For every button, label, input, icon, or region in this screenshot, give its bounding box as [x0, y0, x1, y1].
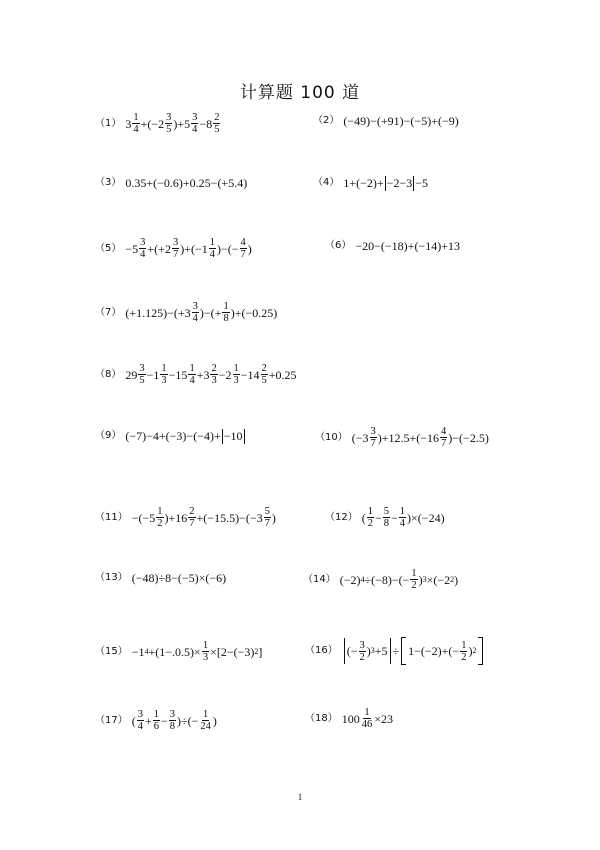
- problem-number: （13）: [95, 572, 128, 583]
- expr-text: −1: [131, 644, 145, 659]
- expr-text: 1−(−2)+(−: [408, 644, 460, 658]
- expr-text: −2−3: [386, 176, 413, 190]
- expr-text: +: [144, 713, 152, 728]
- fraction: $\frac{1}{24}$: [200, 709, 211, 732]
- fraction: $\frac{1}{2}$: [367, 506, 373, 529]
- expr-text: )+5: [173, 116, 191, 131]
- expr-text: )−(−: [216, 241, 239, 256]
- exponent: 2: [472, 646, 477, 655]
- problem-15: [95, 640, 262, 663]
- fraction: $\frac{1}{6}$: [153, 709, 160, 732]
- expr-text: ): [468, 644, 473, 658]
- expr-text: (−48)÷8−(−5)×(−6): [131, 571, 227, 585]
- fraction: $\frac{1}{8}$: [223, 301, 229, 324]
- exponent: 4: [144, 646, 149, 656]
- expr-text: −15: [168, 367, 188, 382]
- expr-text: ×23: [374, 711, 394, 726]
- fraction: $\frac{1}{3}$: [233, 363, 239, 386]
- problem-number: （11）: [95, 511, 128, 523]
- fraction: $\frac{2}{7}$: [189, 506, 195, 529]
- problem-number: （9）: [95, 430, 122, 441]
- expr-text: −5: [125, 241, 139, 256]
- fraction: $\frac{3}{2}$: [359, 639, 365, 663]
- problem-number: （2）: [313, 115, 340, 126]
- expr-text: ): [366, 644, 371, 658]
- problem-number: （8）: [95, 368, 122, 380]
- fraction: $\frac{3}{5}$: [139, 363, 145, 386]
- expr-text: +(1−.0.5)×: [148, 644, 201, 659]
- expr-text: (−7)−4+(−3)−(−4)+: [125, 429, 221, 443]
- problem-7: [95, 301, 277, 324]
- fraction: $\frac{2}{3}$: [211, 363, 217, 386]
- abs-bar: [390, 638, 391, 664]
- expr-text: −8: [199, 116, 213, 131]
- fraction: $\frac{1}{3}$: [161, 363, 167, 386]
- problem-number: （15）: [95, 645, 128, 657]
- fraction: $\frac{3}{4}$: [140, 237, 146, 260]
- expr-text: ×(−2: [426, 572, 451, 587]
- problem-17: [95, 709, 217, 732]
- expr-text: +3: [196, 367, 210, 382]
- expr-text: )+(−1: [180, 241, 208, 256]
- fraction: $\frac{1}{4}$: [399, 506, 406, 529]
- problem-6: [325, 238, 460, 254]
- left-bracket: [401, 637, 406, 665]
- expr-text: (: [361, 510, 366, 525]
- problem-number: （14）: [303, 573, 336, 585]
- fraction: $\frac{3}{8}$: [169, 709, 176, 732]
- expr-text: (−3: [351, 430, 369, 445]
- expr-text: +(+2: [147, 241, 171, 256]
- fraction: $\frac{4}{7}$: [441, 426, 447, 449]
- fraction: $\frac{2}{5}$: [214, 112, 220, 135]
- expr-text: 0.35+(−0.6)+0.25−(+5.4): [125, 176, 248, 190]
- fraction: $\frac{5}{8}$: [383, 506, 390, 529]
- expr-text: ): [212, 713, 217, 728]
- expr-text: −2: [218, 367, 232, 382]
- page-title: 计算题 100 道: [239, 83, 361, 103]
- fraction: $\frac{1}{3}$: [202, 640, 209, 663]
- problem-2: [313, 113, 459, 129]
- problem-5: [95, 237, 252, 260]
- expr-text: 3: [125, 116, 132, 131]
- expr-text: )×(−24): [407, 510, 445, 525]
- problem-number: （17）: [95, 714, 128, 726]
- fraction: $\frac{1}{2}$: [411, 568, 417, 591]
- problem-12: [325, 506, 445, 529]
- fraction: $\frac{3}{5}$: [166, 112, 172, 135]
- problem-number: （6）: [325, 240, 352, 251]
- problem-9: [95, 428, 246, 444]
- page-number: 1: [297, 792, 303, 802]
- expr-text: ]: [258, 644, 263, 659]
- fraction: $\frac{2}{5}$: [261, 363, 267, 386]
- problem-number: （12）: [325, 511, 358, 523]
- abs-bar: [385, 176, 386, 191]
- exponent: 4: [360, 574, 365, 584]
- expr-text: (+1.125)−(+3: [125, 305, 191, 320]
- abs-bar: [222, 429, 223, 444]
- problem-13: [95, 570, 226, 586]
- expr-text: 29: [125, 367, 138, 382]
- expr-text: )−(−2.5): [448, 430, 489, 445]
- problem-14: [303, 568, 458, 591]
- expr-text: )÷(−: [177, 713, 199, 728]
- problem-number: （1）: [95, 117, 122, 129]
- problem-10: [315, 426, 489, 449]
- expr-text: (: [131, 713, 136, 728]
- problem-18: [305, 707, 393, 730]
- problem-16: [305, 637, 485, 665]
- fraction: $\frac{3}{7}$: [172, 237, 179, 260]
- expr-text: +(−15.5)−(−3: [196, 510, 263, 525]
- expr-text: +5: [374, 644, 388, 658]
- expr-text: ×[2−(−3): [210, 644, 255, 659]
- expr-text: −5: [415, 176, 428, 190]
- fraction: $\frac{1}{2}$: [461, 639, 467, 663]
- expr-text: ): [247, 241, 252, 256]
- problem-number: （3）: [95, 177, 122, 188]
- problem-number: （10）: [315, 431, 348, 443]
- abs-bar: [244, 429, 245, 444]
- expr-text: )+12.5+(−16: [377, 430, 440, 445]
- expr-text: −10: [223, 429, 243, 443]
- expr-text: 100: [341, 711, 360, 726]
- fraction: $\frac{3}{4}$: [192, 112, 198, 135]
- expr-text: +(−2: [140, 116, 165, 131]
- expr-text: −: [391, 510, 398, 525]
- problem-11: [95, 506, 276, 529]
- problem-4: [313, 175, 428, 191]
- problem-number: （16）: [305, 645, 338, 656]
- fraction: $\frac{1}{46}$: [361, 707, 373, 730]
- exponent: 2: [254, 646, 259, 656]
- fraction: $\frac{5}{7}$: [264, 506, 270, 529]
- expr-text: ÷: [392, 644, 400, 658]
- expr-text: −14: [240, 367, 260, 382]
- fraction: $\frac{1}{4}$: [189, 363, 195, 386]
- problem-number: （4）: [313, 177, 340, 188]
- problem-number: （18）: [305, 712, 338, 724]
- fraction: $\frac{3}{7}$: [370, 426, 376, 449]
- expr-text: ÷(−8)−(−: [364, 572, 410, 587]
- fraction: $\frac{4}{7}$: [240, 237, 246, 260]
- expr-text: )+(−0.25): [230, 305, 278, 320]
- fraction: $\frac{3}{4}$: [137, 709, 143, 732]
- expr-text: ): [454, 572, 459, 587]
- expr-text: −(−5: [131, 510, 156, 525]
- expr-text: (−: [346, 644, 358, 658]
- expr-text: −: [374, 510, 382, 525]
- fraction: $\frac{1}{4}$: [209, 237, 215, 260]
- problem-number: （5）: [95, 242, 122, 254]
- expr-text: (−49)−(+91)−(−5)+(−9): [343, 114, 459, 128]
- problem-8: [95, 363, 297, 386]
- exponent: 3: [370, 646, 375, 655]
- problem-3: [95, 175, 247, 191]
- problem-number: （7）: [95, 306, 122, 318]
- expr-text: ): [271, 510, 276, 525]
- expr-text: )−(+: [199, 305, 222, 320]
- expr-text: )+16: [164, 510, 188, 525]
- fraction: $\frac{3}{4}$: [192, 301, 198, 324]
- fraction: $\frac{1}{4}$: [133, 112, 139, 135]
- abs-bar: [413, 176, 414, 191]
- expr-text: −20−(−18)+(−14)+13: [355, 239, 460, 253]
- fraction: $\frac{1}{2}$: [157, 506, 163, 529]
- exponent: 2: [450, 574, 455, 584]
- problem-1: [95, 112, 221, 135]
- expr-text: −1: [146, 367, 160, 382]
- expr-text: +0.25: [268, 367, 297, 382]
- expr-text: −: [161, 713, 168, 728]
- right-bracket: [478, 637, 483, 665]
- expr-text: 1+(−2)+: [343, 176, 384, 190]
- expr-text: ): [418, 572, 423, 587]
- expr-text: (−2): [339, 572, 361, 587]
- abs-bar: [344, 638, 345, 664]
- exponent: 3: [422, 574, 427, 584]
